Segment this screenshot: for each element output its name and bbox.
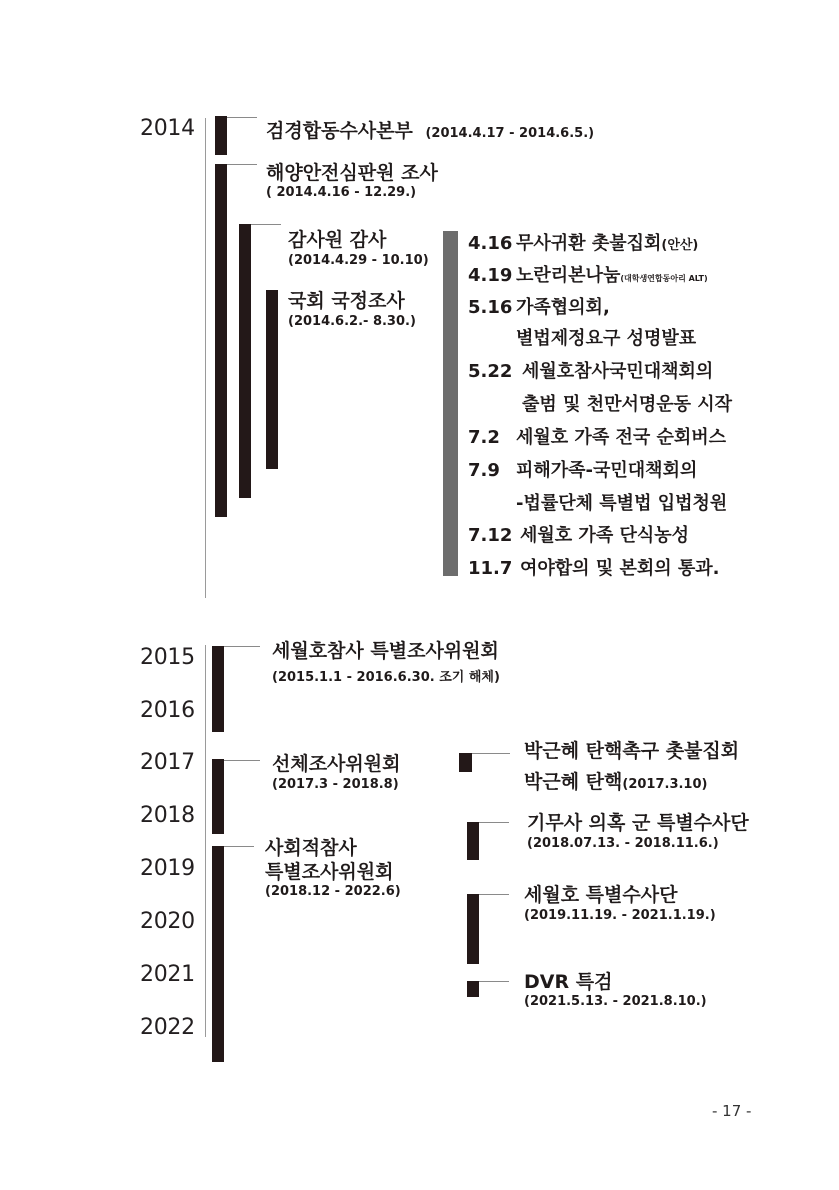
- leader-line: [479, 981, 509, 982]
- bar-dvr-counsel: [467, 981, 479, 997]
- bar-audit: [239, 224, 251, 498]
- leader-line: [479, 894, 509, 895]
- year-2018: 2018: [140, 803, 195, 828]
- event-row: 7.2 세월호 가족 전국 순회버스: [468, 427, 727, 448]
- committee-title: 선체조사위원회: [272, 753, 401, 775]
- committee-date: (2015.1.1 - 2016.6.30. 조기 해체): [272, 670, 500, 685]
- year-2021: 2021: [140, 962, 195, 987]
- year-2020: 2020: [140, 909, 195, 934]
- event-continuation: 출범 및 천만서명운동 시작: [522, 394, 733, 415]
- bar-military-investigation: [467, 822, 479, 860]
- item-date: ( 2014.4.16 - 12.29.): [266, 185, 417, 200]
- event-row: 4.16 무사귀환 촛불집회(안산): [468, 233, 699, 254]
- leader-line: [227, 117, 257, 118]
- bar-sewol-investigation: [467, 894, 479, 964]
- committee-date: (2018.12 - 2022.6): [265, 884, 401, 899]
- bar-joint-investigation: [215, 116, 227, 155]
- event-title: 박근혜 탄핵(2017.3.10): [524, 771, 708, 793]
- leader-line: [224, 760, 260, 761]
- events-bar: [443, 231, 458, 576]
- item-title: 국회 국정조사: [288, 290, 405, 312]
- event-title: 세월호 특별수사단: [524, 884, 678, 906]
- event-title: DVR 특검: [524, 971, 613, 993]
- event-row: 4.19 노란리본나눔(대학생연합동아리 ALT): [468, 265, 708, 286]
- item-date: (2014.6.2.- 8.30.): [288, 314, 416, 329]
- year-2019: 2019: [140, 856, 195, 881]
- bar-hull-investigation: [212, 759, 224, 834]
- event-row: 5.16 가족협의회,: [468, 297, 610, 318]
- leader-line: [479, 822, 509, 823]
- item-date: (2014.4.29 - 10.10): [288, 253, 429, 268]
- event-date: (2019.11.19. - 2021.1.19.): [524, 908, 716, 923]
- event-title: 박근혜 탄핵촉구 촛불집회: [524, 740, 740, 762]
- committee-date: (2017.3 - 2018.8): [272, 777, 399, 792]
- committee-title: 세월호참사 특별조사위원회: [272, 640, 499, 662]
- event-date: (2021.5.13. - 2021.8.10.): [524, 994, 707, 1009]
- leader-line: [224, 646, 260, 647]
- item-title: 감사원 감사: [288, 229, 387, 251]
- bar-special-investigation: [212, 646, 224, 732]
- committee-title: 사회적참사: [265, 837, 357, 859]
- page-number: - 17 -: [712, 1102, 752, 1120]
- event-row: 7.9 피해가족-국민대책회의: [468, 460, 698, 481]
- leader-line: [224, 846, 254, 847]
- event-date: (2018.07.13. - 2018.11.6.): [527, 836, 719, 851]
- event-row: 5.22 세월호참사국민대책회의: [468, 361, 714, 382]
- item-title: 해양안전심판원 조사: [266, 162, 438, 184]
- event-title: 기무사 의혹 군 특별수사단: [527, 812, 749, 834]
- timeline-axis-2014: [205, 118, 206, 598]
- year-2016: 2016: [140, 698, 195, 723]
- event-row: 7.12 세월호 가족 단식농성: [468, 525, 690, 546]
- event-row: 11.7 여야합의 및 본회의 통과.: [468, 558, 720, 579]
- item-title: 검경합동수사본부 (2014.4.17 - 2014.6.5.): [266, 120, 595, 142]
- year-2017: 2017: [140, 750, 195, 775]
- bar-social-disaster-committee: [212, 846, 224, 1062]
- bar-maritime-tribunal: [215, 164, 227, 517]
- bar-impeachment: [459, 753, 472, 772]
- committee-title: 특별조사위원회: [265, 861, 394, 883]
- leader-line: [472, 753, 510, 754]
- event-continuation: -법률단체 특별법 입법청원: [516, 493, 728, 514]
- leader-line: [227, 164, 257, 165]
- year-2014: 2014: [140, 116, 195, 141]
- event-continuation: 별법제정요구 성명발표: [516, 328, 697, 349]
- bar-national-assembly-inquiry: [266, 290, 278, 469]
- timeline-axis-2015-2022: [205, 645, 206, 1037]
- year-2022: 2022: [140, 1015, 195, 1040]
- leader-line: [251, 224, 281, 225]
- year-2015: 2015: [140, 645, 195, 670]
